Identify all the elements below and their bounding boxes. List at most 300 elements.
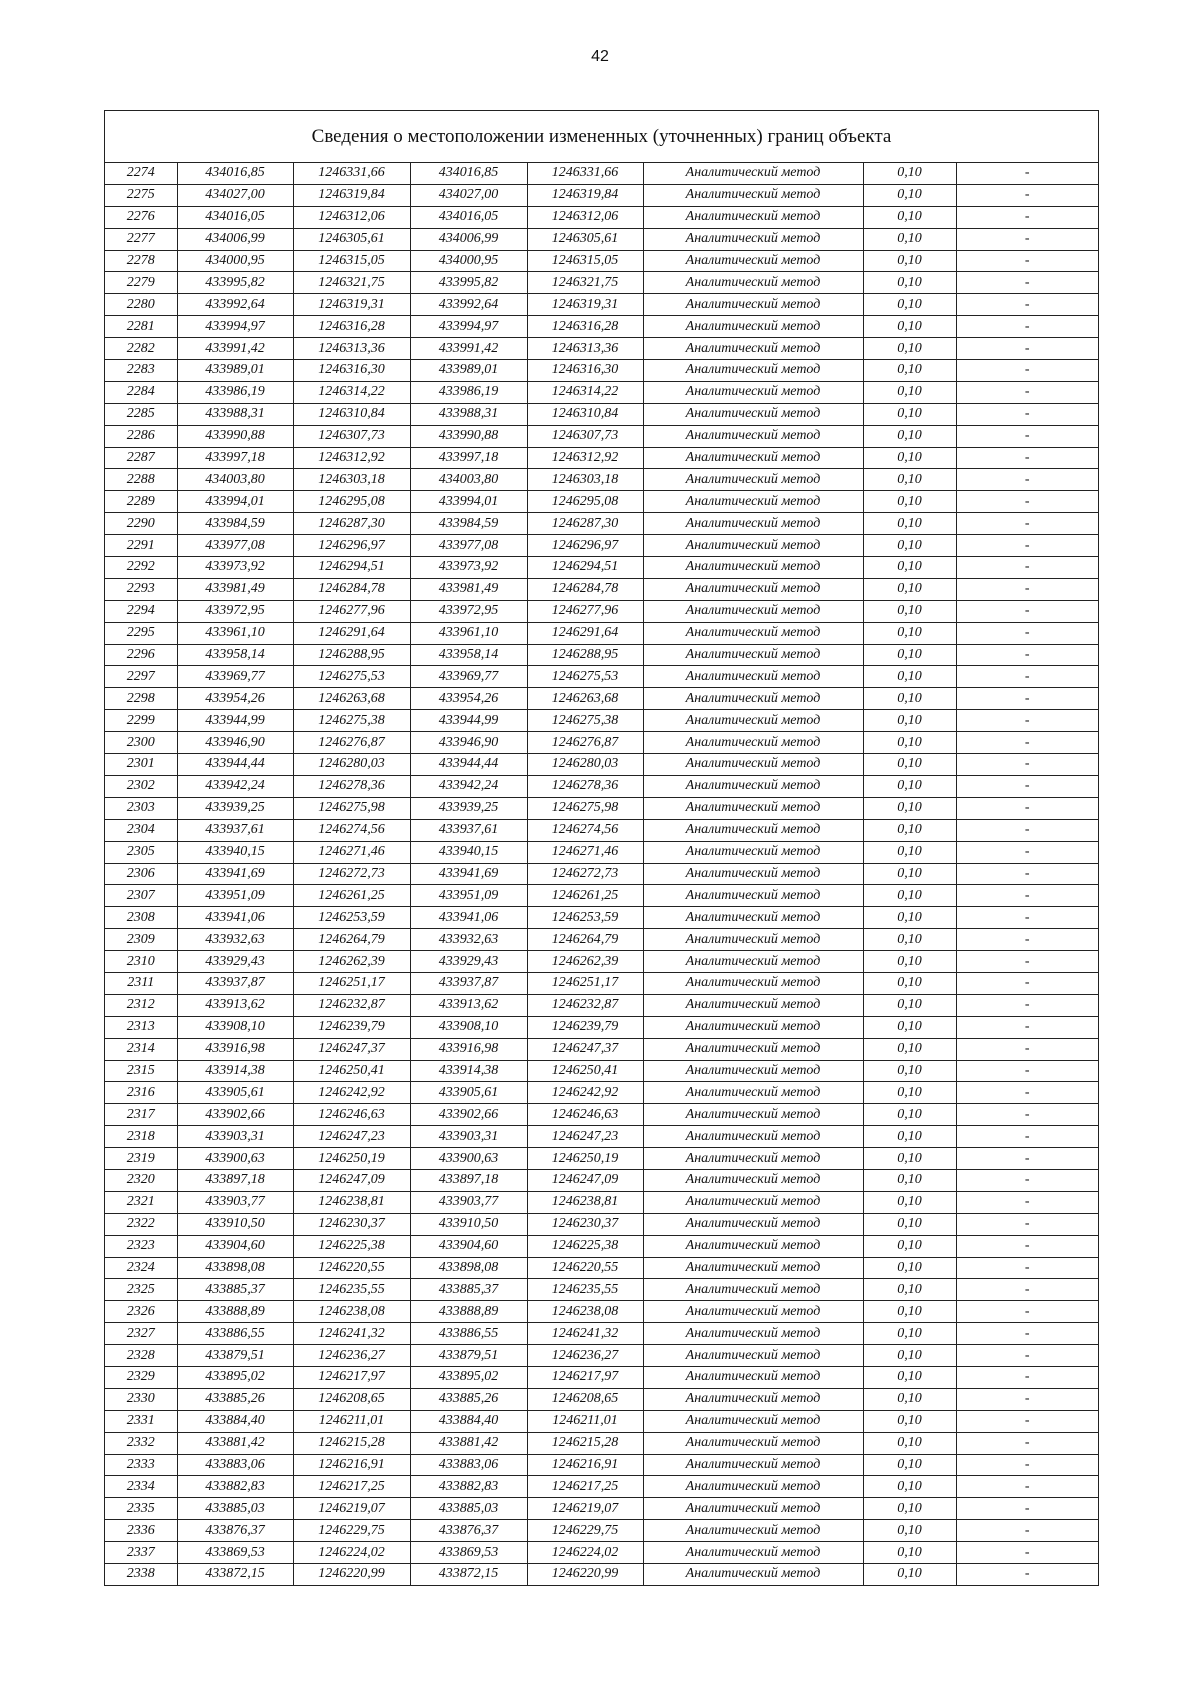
y-new-cell: 1246294,51 [527,557,643,579]
table-row [105,1148,1098,1170]
x-old-cell: 433900,63 [177,1148,293,1170]
accuracy-cell: 0,10 [863,206,956,228]
accuracy-cell: 0,10 [863,1345,956,1367]
table-row [105,622,1098,644]
y-old-cell: 1246251,17 [293,972,410,994]
note-cell: - [956,863,1098,885]
method-cell: Аналитический метод [643,1564,863,1585]
table-row [105,1126,1098,1148]
y-new-cell: 1246287,30 [527,513,643,535]
accuracy-cell: 0,10 [863,972,956,994]
point-number-cell: 2323 [105,1235,177,1257]
x-old-cell: 433886,55 [177,1323,293,1345]
table-row [105,929,1098,951]
x-old-cell: 433903,77 [177,1191,293,1213]
x-new-cell: 433944,99 [410,710,527,732]
table-row [105,403,1098,425]
x-old-cell: 433944,44 [177,754,293,776]
y-new-cell: 1246238,08 [527,1301,643,1323]
accuracy-cell: 0,10 [863,1564,956,1585]
method-cell: Аналитический метод [643,1235,863,1257]
method-cell: Аналитический метод [643,885,863,907]
y-old-cell: 1246316,30 [293,360,410,382]
note-cell: - [956,425,1098,447]
point-number-cell: 2303 [105,797,177,819]
y-old-cell: 1246305,61 [293,228,410,250]
boundary-table [104,110,1099,1586]
note-cell: - [956,1301,1098,1323]
y-old-cell: 1246277,96 [293,600,410,622]
y-new-cell: 1246225,38 [527,1235,643,1257]
note-cell: - [956,1169,1098,1191]
accuracy-cell: 0,10 [863,557,956,579]
point-number-cell: 2335 [105,1498,177,1520]
y-new-cell: 1246316,30 [527,360,643,382]
x-old-cell: 433914,38 [177,1060,293,1082]
y-old-cell: 1246331,66 [293,163,410,184]
note-cell: - [956,622,1098,644]
x-old-cell: 433972,95 [177,600,293,622]
table-row [105,907,1098,929]
y-new-cell: 1246220,99 [527,1564,643,1585]
y-old-cell: 1246229,75 [293,1520,410,1542]
accuracy-cell: 0,10 [863,1366,956,1388]
x-old-cell: 433989,01 [177,360,293,382]
x-old-cell: 433997,18 [177,447,293,469]
method-cell: Аналитический метод [643,250,863,272]
note-cell: - [956,775,1098,797]
table-row [105,1191,1098,1213]
y-old-cell: 1246271,46 [293,841,410,863]
method-cell: Аналитический метод [643,1542,863,1564]
point-number-cell: 2301 [105,754,177,776]
y-old-cell: 1246284,78 [293,578,410,600]
accuracy-cell: 0,10 [863,1169,956,1191]
y-new-cell: 1246235,55 [527,1279,643,1301]
method-cell: Аналитический метод [643,644,863,666]
point-number-cell: 2312 [105,994,177,1016]
x-new-cell: 433954,26 [410,688,527,710]
y-new-cell: 1246230,37 [527,1213,643,1235]
x-new-cell: 433946,90 [410,732,527,754]
x-new-cell: 433900,63 [410,1148,527,1170]
table-title: Сведения о местоположении измененных (уточненных) границ объекта [105,111,1098,163]
x-new-cell: 433958,14 [410,644,527,666]
note-cell: - [956,447,1098,469]
y-new-cell: 1246319,84 [527,184,643,206]
y-new-cell: 1246224,02 [527,1542,643,1564]
x-old-cell: 433981,49 [177,578,293,600]
x-new-cell: 434016,85 [410,163,527,184]
x-new-cell: 433942,24 [410,775,527,797]
note-cell: - [956,316,1098,338]
y-old-cell: 1246250,19 [293,1148,410,1170]
table-row [105,491,1098,513]
table-row [105,1082,1098,1104]
accuracy-cell: 0,10 [863,513,956,535]
method-cell: Аналитический метод [643,775,863,797]
x-old-cell: 433942,24 [177,775,293,797]
accuracy-cell: 0,10 [863,710,956,732]
accuracy-cell: 0,10 [863,994,956,1016]
y-new-cell: 1246247,37 [527,1038,643,1060]
point-number-cell: 2277 [105,228,177,250]
method-cell: Аналитический метод [643,163,863,184]
y-new-cell: 1246217,97 [527,1366,643,1388]
y-new-cell: 1246275,53 [527,666,643,688]
x-old-cell: 433969,77 [177,666,293,688]
x-new-cell: 433991,42 [410,338,527,360]
point-number-cell: 2316 [105,1082,177,1104]
accuracy-cell: 0,10 [863,1432,956,1454]
accuracy-cell: 0,10 [863,1060,956,1082]
y-old-cell: 1246312,92 [293,447,410,469]
table-row [105,797,1098,819]
y-new-cell: 1246215,28 [527,1432,643,1454]
table-row [105,732,1098,754]
y-old-cell: 1246230,37 [293,1213,410,1235]
x-new-cell: 433885,26 [410,1388,527,1410]
note-cell: - [956,1388,1098,1410]
point-number-cell: 2285 [105,403,177,425]
note-cell: - [956,1257,1098,1279]
y-new-cell: 1246229,75 [527,1520,643,1542]
y-new-cell: 1246264,79 [527,929,643,951]
method-cell: Аналитический метод [643,381,863,403]
note-cell: - [956,885,1098,907]
x-new-cell: 433872,15 [410,1564,527,1585]
y-new-cell: 1246284,78 [527,578,643,600]
y-new-cell: 1246280,03 [527,754,643,776]
y-new-cell: 1246316,28 [527,316,643,338]
table-row [105,885,1098,907]
x-old-cell: 433888,89 [177,1301,293,1323]
method-cell: Аналитический метод [643,1476,863,1498]
method-cell: Аналитический метод [643,929,863,951]
note-cell: - [956,841,1098,863]
note-cell: - [956,1279,1098,1301]
accuracy-cell: 0,10 [863,841,956,863]
y-old-cell: 1246287,30 [293,513,410,535]
y-old-cell: 1246312,06 [293,206,410,228]
note-cell: - [956,754,1098,776]
accuracy-cell: 0,10 [863,1126,956,1148]
method-cell: Аналитический метод [643,841,863,863]
point-number-cell: 2288 [105,469,177,491]
point-number-cell: 2321 [105,1191,177,1213]
y-old-cell: 1246247,09 [293,1169,410,1191]
accuracy-cell: 0,10 [863,272,956,294]
y-new-cell: 1246247,23 [527,1126,643,1148]
x-new-cell: 433937,87 [410,972,527,994]
y-old-cell: 1246291,64 [293,622,410,644]
accuracy-cell: 0,10 [863,1454,956,1476]
method-cell: Аналитический метод [643,1104,863,1126]
table-row [105,1498,1098,1520]
note-cell: - [956,1082,1098,1104]
x-new-cell: 433932,63 [410,929,527,951]
accuracy-cell: 0,10 [863,732,956,754]
method-cell: Аналитический метод [643,403,863,425]
table-row [105,1016,1098,1038]
method-cell: Аналитический метод [643,622,863,644]
x-old-cell: 433937,61 [177,819,293,841]
x-old-cell: 433941,06 [177,907,293,929]
x-old-cell: 433885,37 [177,1279,293,1301]
y-new-cell: 1246321,75 [527,272,643,294]
point-number-cell: 2324 [105,1257,177,1279]
y-old-cell: 1246307,73 [293,425,410,447]
y-new-cell: 1246305,61 [527,228,643,250]
point-number-cell: 2283 [105,360,177,382]
x-new-cell: 433981,49 [410,578,527,600]
note-cell: - [956,819,1098,841]
x-old-cell: 434003,80 [177,469,293,491]
method-cell: Аналитический метод [643,1169,863,1191]
method-cell: Аналитический метод [643,184,863,206]
y-old-cell: 1246275,53 [293,666,410,688]
method-cell: Аналитический метод [643,1038,863,1060]
note-cell: - [956,272,1098,294]
x-old-cell: 433885,03 [177,1498,293,1520]
x-new-cell: 433904,60 [410,1235,527,1257]
method-cell: Аналитический метод [643,710,863,732]
point-number-cell: 2311 [105,972,177,994]
table-row [105,863,1098,885]
x-old-cell: 433939,25 [177,797,293,819]
point-number-cell: 2294 [105,600,177,622]
y-new-cell: 1246217,25 [527,1476,643,1498]
table-row [105,469,1098,491]
table-row [105,316,1098,338]
x-new-cell: 434003,80 [410,469,527,491]
x-new-cell: 433903,31 [410,1126,527,1148]
y-new-cell: 1246296,97 [527,535,643,557]
note-cell: - [956,1410,1098,1432]
accuracy-cell: 0,10 [863,228,956,250]
x-old-cell: 433881,42 [177,1432,293,1454]
point-number-cell: 2286 [105,425,177,447]
note-cell: - [956,797,1098,819]
x-new-cell: 433903,77 [410,1191,527,1213]
point-number-cell: 2274 [105,163,177,184]
note-cell: - [956,1126,1098,1148]
x-new-cell: 433895,02 [410,1366,527,1388]
x-new-cell: 433984,59 [410,513,527,535]
note-cell: - [956,1148,1098,1170]
table-row [105,535,1098,557]
point-number-cell: 2276 [105,206,177,228]
point-number-cell: 2279 [105,272,177,294]
x-new-cell: 433972,95 [410,600,527,622]
method-cell: Аналитический метод [643,469,863,491]
y-new-cell: 1246319,31 [527,294,643,316]
y-old-cell: 1246225,38 [293,1235,410,1257]
x-old-cell: 434027,00 [177,184,293,206]
x-old-cell: 434016,05 [177,206,293,228]
method-cell: Аналитический метод [643,1082,863,1104]
point-number-cell: 2282 [105,338,177,360]
point-number-cell: 2302 [105,775,177,797]
accuracy-cell: 0,10 [863,469,956,491]
y-old-cell: 1246319,31 [293,294,410,316]
accuracy-cell: 0,10 [863,1498,956,1520]
y-old-cell: 1246262,39 [293,951,410,973]
x-new-cell: 433888,89 [410,1301,527,1323]
y-new-cell: 1246331,66 [527,163,643,184]
x-new-cell: 433939,25 [410,797,527,819]
y-old-cell: 1246216,91 [293,1454,410,1476]
x-old-cell: 433973,92 [177,557,293,579]
y-new-cell: 1246274,56 [527,819,643,841]
y-old-cell: 1246253,59 [293,907,410,929]
accuracy-cell: 0,10 [863,578,956,600]
note-cell: - [956,513,1098,535]
table-row [105,841,1098,863]
y-old-cell: 1246313,36 [293,338,410,360]
method-cell: Аналитический метод [643,1016,863,1038]
accuracy-cell: 0,10 [863,1191,956,1213]
x-old-cell: 433902,66 [177,1104,293,1126]
x-new-cell: 433989,01 [410,360,527,382]
accuracy-cell: 0,10 [863,951,956,973]
table-row [105,557,1098,579]
method-cell: Аналитический метод [643,666,863,688]
note-cell: - [956,1060,1098,1082]
x-old-cell: 433944,99 [177,710,293,732]
accuracy-cell: 0,10 [863,754,956,776]
method-cell: Аналитический метод [643,1191,863,1213]
method-cell: Аналитический метод [643,863,863,885]
method-cell: Аналитический метод [643,1388,863,1410]
y-new-cell: 1246253,59 [527,907,643,929]
method-cell: Аналитический метод [643,1366,863,1388]
table-row [105,1104,1098,1126]
note-cell: - [956,600,1098,622]
accuracy-cell: 0,10 [863,688,956,710]
note-cell: - [956,403,1098,425]
point-number-cell: 2338 [105,1564,177,1585]
method-cell: Аналитический метод [643,1301,863,1323]
note-cell: - [956,907,1098,929]
x-new-cell: 433969,77 [410,666,527,688]
table-row [105,228,1098,250]
point-number-cell: 2331 [105,1410,177,1432]
point-number-cell: 2293 [105,578,177,600]
point-number-cell: 2309 [105,929,177,951]
note-cell: - [956,1366,1098,1388]
y-new-cell: 1246220,55 [527,1257,643,1279]
point-number-cell: 2332 [105,1432,177,1454]
note-cell: - [956,228,1098,250]
y-old-cell: 1246217,25 [293,1476,410,1498]
accuracy-cell: 0,10 [863,1410,956,1432]
method-cell: Аналитический метод [643,951,863,973]
table-row [105,1432,1098,1454]
y-old-cell: 1246220,99 [293,1564,410,1585]
accuracy-cell: 0,10 [863,1104,956,1126]
y-old-cell: 1246295,08 [293,491,410,513]
y-old-cell: 1246242,92 [293,1082,410,1104]
y-old-cell: 1246274,56 [293,819,410,841]
method-cell: Аналитический метод [643,535,863,557]
accuracy-cell: 0,10 [863,819,956,841]
x-new-cell: 433884,40 [410,1410,527,1432]
x-old-cell: 433954,26 [177,688,293,710]
y-new-cell: 1246261,25 [527,885,643,907]
accuracy-cell: 0,10 [863,447,956,469]
x-new-cell: 433908,10 [410,1016,527,1038]
point-number-cell: 2337 [105,1542,177,1564]
y-old-cell: 1246272,73 [293,863,410,885]
note-cell: - [956,184,1098,206]
note-cell: - [956,294,1098,316]
note-cell: - [956,1104,1098,1126]
x-old-cell: 434000,95 [177,250,293,272]
y-old-cell: 1246236,27 [293,1345,410,1367]
accuracy-cell: 0,10 [863,622,956,644]
y-new-cell: 1246242,92 [527,1082,643,1104]
note-cell: - [956,469,1098,491]
x-old-cell: 433995,82 [177,272,293,294]
table-row [105,294,1098,316]
y-new-cell: 1246314,22 [527,381,643,403]
x-old-cell: 433897,18 [177,1169,293,1191]
y-new-cell: 1246238,81 [527,1191,643,1213]
x-old-cell: 433905,61 [177,1082,293,1104]
method-cell: Аналитический метод [643,228,863,250]
x-old-cell: 433937,87 [177,972,293,994]
accuracy-cell: 0,10 [863,1038,956,1060]
y-old-cell: 1246219,07 [293,1498,410,1520]
point-number-cell: 2329 [105,1366,177,1388]
x-new-cell: 433994,97 [410,316,527,338]
point-number-cell: 2333 [105,1454,177,1476]
point-number-cell: 2278 [105,250,177,272]
table-row [105,994,1098,1016]
point-number-cell: 2318 [105,1126,177,1148]
x-old-cell: 433994,97 [177,316,293,338]
y-old-cell: 1246224,02 [293,1542,410,1564]
y-old-cell: 1246208,65 [293,1388,410,1410]
table-row [105,688,1098,710]
x-old-cell: 433876,37 [177,1520,293,1542]
table-row [105,1564,1098,1585]
x-old-cell: 433879,51 [177,1345,293,1367]
accuracy-cell: 0,10 [863,1476,956,1498]
x-old-cell: 433977,08 [177,535,293,557]
method-cell: Аналитический метод [643,513,863,535]
x-new-cell: 433881,42 [410,1432,527,1454]
y-new-cell: 1246236,27 [527,1345,643,1367]
x-new-cell: 434027,00 [410,184,527,206]
accuracy-cell: 0,10 [863,885,956,907]
x-old-cell: 433992,64 [177,294,293,316]
y-new-cell: 1246275,38 [527,710,643,732]
x-old-cell: 433908,10 [177,1016,293,1038]
table-row [105,184,1098,206]
table-row [105,1388,1098,1410]
x-old-cell: 433958,14 [177,644,293,666]
y-old-cell: 1246314,22 [293,381,410,403]
method-cell: Аналитический метод [643,754,863,776]
note-cell: - [956,994,1098,1016]
method-cell: Аналитический метод [643,425,863,447]
accuracy-cell: 0,10 [863,294,956,316]
point-number-cell: 2328 [105,1345,177,1367]
y-old-cell: 1246238,81 [293,1191,410,1213]
table-row [105,250,1098,272]
